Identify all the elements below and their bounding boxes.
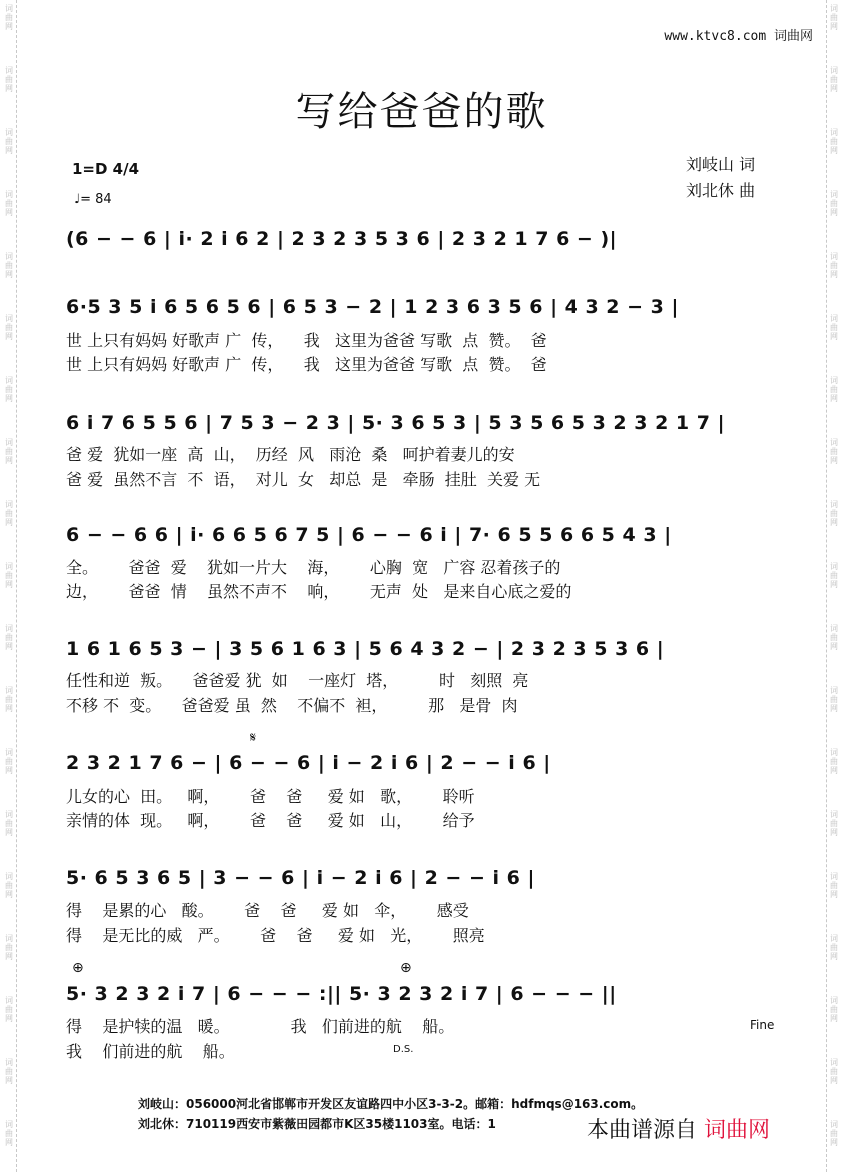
- watermark-text: 词 曲 网: [5, 1058, 13, 1085]
- watermark-text: 词 曲 网: [830, 500, 838, 527]
- contact-footer: [138, 1094, 643, 1134]
- watermark-text: 词 曲 网: [5, 500, 13, 527]
- fine-marking: Fine: [750, 1018, 775, 1032]
- watermark-text: 词 曲 网: [5, 66, 13, 93]
- lyric-line: 亲情的体 现。 啊， 爸 爸 爱 如 山， 给予: [66, 811, 475, 830]
- tempo-marking: ♩= 84: [74, 192, 112, 207]
- footer-line: 刘北休：710119西安市紫薇田园都市K区35楼1103室。电话：1: [138, 1117, 496, 1131]
- lyric-line: 世 上只有妈妈 好歌声 广 传， 我 这里为爸爸 写歌 点 赞。 爸: [66, 331, 547, 350]
- ds-marking: D.S.: [393, 1044, 414, 1055]
- lyric-line: 边， 爸爸 情 虽然不声不 响， 无声 处 是来自心底之爱的: [66, 582, 572, 601]
- segno-sign: 𝄋: [250, 730, 257, 746]
- coda-sign: ⊕: [400, 960, 412, 976]
- watermark-text: 词 曲 网: [5, 562, 13, 589]
- watermark-text: 词 曲 网: [5, 810, 13, 837]
- watermark-text: 词 曲 网: [5, 128, 13, 155]
- footer-line: 刘岐山：056000河北省邯郸市开发区友谊路四中小区3-3-2。邮箱：hdfmqs@163.com。: [138, 1097, 644, 1111]
- watermark-text: 词 曲 网: [830, 686, 838, 713]
- watermark-text: 词 曲 网: [830, 996, 838, 1023]
- watermark-text: 词 曲 网: [5, 686, 13, 713]
- lyric-line: 世 上只有妈妈 好歌声 广 传， 我 这里为爸爸 写歌 点 赞。 爸: [66, 355, 547, 374]
- watermark-text: 词 曲 网: [5, 314, 13, 341]
- lyric-line: 得 是护犊的温 暖。 我 们前进的航 船。: [66, 1017, 455, 1036]
- credits: [686, 152, 755, 204]
- watermark-text: 词 曲 网: [830, 624, 838, 651]
- score-row-notes: 2 3 2 1 7 6 − | 6 − − 6 | i − 2 i 6 | 2 − − i 6 |: [66, 752, 551, 774]
- score-row-notes: 1 6 1 6 5 3 − | 3 5 6 1 6 3 | 5 6 4 3 2 − | 2 3 2 3 5 3 6 |: [66, 638, 665, 660]
- lyric-line: 得 是无比的威 严。 爸 爸 爱 如 光， 照亮: [66, 926, 485, 945]
- watermark-text: 词 曲 网: [830, 4, 838, 31]
- score-row-notes: 5· 6 5 3 6 5 | 3 − − 6 | i − 2 i 6 | 2 − − i 6 |: [66, 867, 535, 889]
- watermark-text: 词 曲 网: [5, 1120, 13, 1147]
- watermark-text: 词 曲 网: [5, 438, 13, 465]
- lyric-line: 我 们前进的航 船。: [66, 1042, 235, 1061]
- lyric-line: 得 是累的心 酸。 爸 爸 爱 如 伞， 感受: [66, 901, 469, 920]
- source-prefix: 本曲谱源自: [587, 1118, 698, 1143]
- score-row-notes: 6 i 7 6 5 5 6 | 7 5 3 − 2 3 | 5· 3 6 5 3 | 5 3 5 6 5 3 2 3 2 1 7 |: [66, 412, 726, 434]
- watermark-text: 词 曲 网: [5, 252, 13, 279]
- watermark-text: 词 曲 网: [830, 1058, 838, 1085]
- watermark-text: 词 曲 网: [5, 872, 13, 899]
- score-row-notes: 6 − − 6 6 | i· 6 6 5 6 7 5 | 6 − − 6 i | 7· 6 5 5 6 6 5 4 3 |: [66, 524, 672, 546]
- watermark-text: 词 曲 网: [5, 190, 13, 217]
- watermark-text: 词 曲 网: [830, 128, 838, 155]
- watermark-text: 词 曲 网: [830, 252, 838, 279]
- source-site-link[interactable]: 词曲网: [704, 1118, 771, 1143]
- lyricist: 刘岐山 词: [686, 155, 756, 174]
- watermark-text: 词 曲 网: [830, 438, 838, 465]
- lyric-line: 任性和逆 叛。 爸爸爱 犹 如 一座灯 塔， 时 刻照 亮: [66, 671, 529, 690]
- score-row-notes: 6·5 3 5 i 6 5 6 5 6 | 6 5 3 − 2 | 1 2 3 6 3 5 6 | 4 3 2 − 3 |: [66, 296, 679, 318]
- composer: 刘北休 曲: [686, 181, 756, 200]
- score-row-notes: 5· 3 2 3 2 i 7 | 6 − − − :|| 5· 3 2 3 2 i 7 | 6 − − − ||: [66, 983, 617, 1005]
- lyric-line: 不移 不 变。 爸爸爱 虽 然 不偏不 袒， 那 是骨 肉: [66, 696, 518, 715]
- score-row-notes: (6 − − 6 | i· 2 i 6 2 | 2 3 2 3 5 3 6 | 2 3 2 1 7 6 − )|: [66, 228, 618, 250]
- right-watermark-strip: [826, 0, 841, 1172]
- watermark-text: 词 曲 网: [830, 66, 838, 93]
- site-url[interactable]: www.ktvc8.com 词曲网: [664, 29, 813, 44]
- watermark-text: 词 曲 网: [830, 934, 838, 961]
- left-watermark-strip: [2, 0, 17, 1172]
- watermark-text: 词 曲 网: [830, 190, 838, 217]
- lyric-line: 全。 爸爸 爱 犹如一片大 海， 心胸 宽 广容 忍着孩子的: [66, 558, 561, 577]
- watermark-text: 词 曲 网: [5, 996, 13, 1023]
- watermark-text: 词 曲 网: [830, 872, 838, 899]
- watermark-text: 词 曲 网: [830, 376, 838, 403]
- watermark-text: 词 曲 网: [830, 810, 838, 837]
- key-signature: 1=D 4/4: [72, 160, 140, 178]
- watermark-text: 词 曲 网: [830, 748, 838, 775]
- watermark-text: 词 曲 网: [830, 1120, 838, 1147]
- source-credit: [587, 1113, 770, 1144]
- lyric-line: 爸 爱 虽然不言 不 语， 对儿 女 却总 是 牵肠 挂肚 关爱 无: [66, 470, 541, 489]
- watermark-text: 词 曲 网: [5, 4, 13, 31]
- watermark-text: 词 曲 网: [5, 748, 13, 775]
- watermark-text: 词 曲 网: [5, 376, 13, 403]
- coda-sign: ⊕: [72, 960, 84, 976]
- watermark-text: 词 曲 网: [5, 624, 13, 651]
- watermark-text: 词 曲 网: [830, 562, 838, 589]
- song-title: 写给爸爸的歌: [295, 89, 548, 135]
- watermark-text: 词 曲 网: [5, 934, 13, 961]
- lyric-line: 儿女的心 田。 啊， 爸 爸 爱 如 歌， 聆听: [66, 787, 475, 806]
- lyric-line: 爸 爱 犹如一座 高 山， 历经 风 雨沧 桑 呵护着妻儿的安: [66, 445, 515, 464]
- watermark-text: 词 曲 网: [830, 314, 838, 341]
